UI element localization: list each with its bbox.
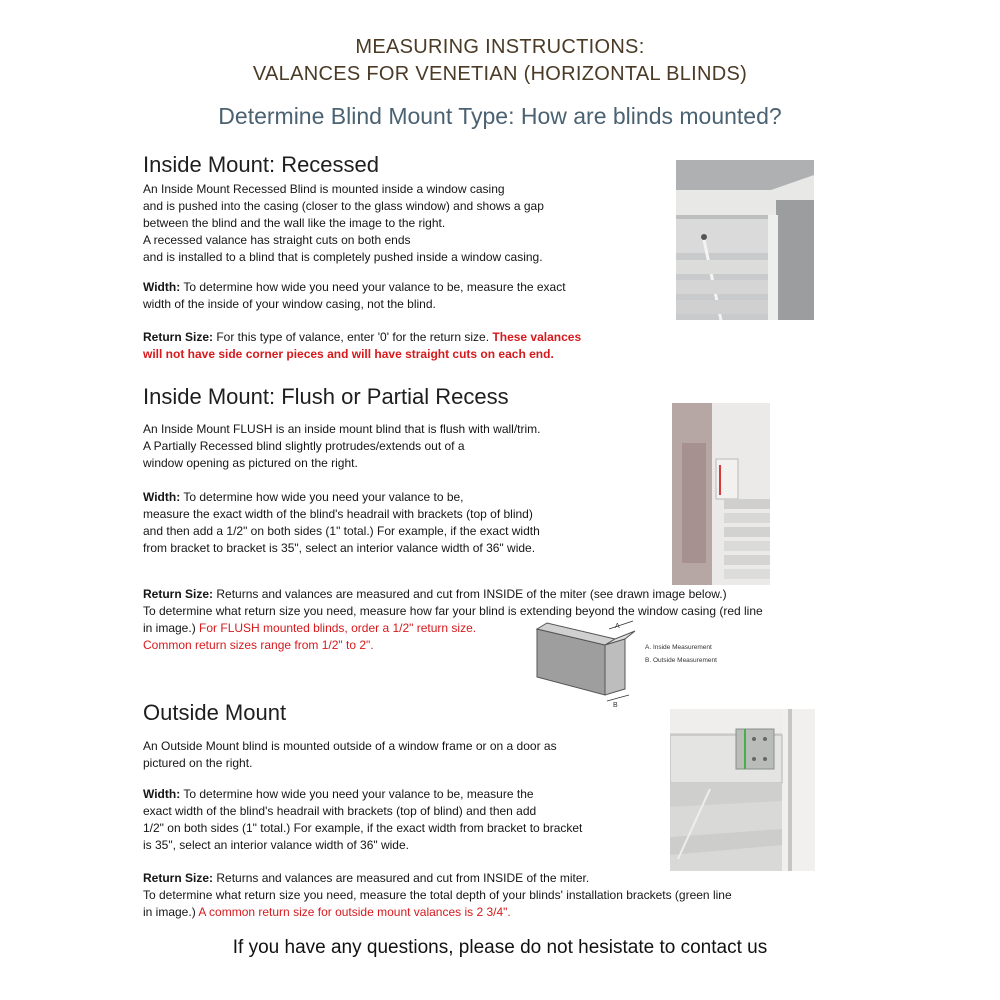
warning-text: For FLUSH mounted blinds, order a 1/2" return size. <box>199 621 477 635</box>
text-line: between the blind and the wall like the image to the right. <box>143 216 446 230</box>
text-line: For this type of valance, enter '0' for the return size. <box>213 330 493 344</box>
text-line: To determine how wide you need your valance to be, measure the exact <box>180 280 566 294</box>
contact-footer: If you have any questions, please do not hesistate to contact us <box>232 937 768 958</box>
section-heading-inside-flush: Inside Mount: Flush or Partial Recess <box>143 384 509 409</box>
width-label: Width: <box>143 490 181 504</box>
inside-recessed-return <box>143 329 581 363</box>
return-size-label: Return Size: <box>143 330 214 344</box>
text-line: Returns and valances are measured and cut from INSIDE of the miter (see drawn image below.) <box>213 587 727 601</box>
outside-width <box>143 786 582 854</box>
text-line: A Partially Recessed blind slightly protrudes/extends out of a <box>143 439 465 453</box>
text-line: Returns and valances are measured and cut from INSIDE of the miter. <box>213 871 590 885</box>
inside-flush-intro <box>143 421 541 472</box>
text-line: exact width of the blind's headrail with brackets (top of blind) and then add <box>143 804 537 818</box>
text-line: width of the inside of your window casing, not the blind. <box>143 297 436 311</box>
text-line: measure the exact width of the blind's headrail with brackets (top of blind) <box>143 507 533 521</box>
title-line-1: MEASURING INSTRUCTIONS: <box>355 36 645 58</box>
inside-recessed-width <box>143 279 566 313</box>
return-size-label: Return Size: <box>143 587 214 601</box>
outside-mount-illustration <box>670 709 815 871</box>
text-line: To determine what return size you need, measure how far your blind is extending beyond the window casing (red line <box>143 604 763 618</box>
text-line: 1/2" on both sides (1" total.) For example, if the exact width from bracket to bracket <box>143 821 583 835</box>
text-line: and is pushed into the casing (closer to the glass window) and shows a gap <box>143 199 544 213</box>
recessed-blind-photo <box>676 160 814 320</box>
inside-recessed-intro <box>143 181 544 266</box>
outside-mount-photo <box>670 709 815 871</box>
warning-text: These valances <box>492 330 582 344</box>
flush-blind-photo <box>672 403 770 585</box>
text-line: An Inside Mount Recessed Blind is mounted inside a window casing <box>143 182 505 196</box>
return-size-label: Return Size: <box>143 871 214 885</box>
text-line: is 35", select an interior valance width of 36" wide. <box>143 838 409 852</box>
text-line: in image.) <box>143 905 199 919</box>
diagram-letter-b: B <box>613 702 618 707</box>
page-subtitle: Determine Blind Mount Type: How are blinds mounted? <box>218 103 782 129</box>
text-line: pictured on the right. <box>143 756 253 770</box>
width-label: Width: <box>143 787 181 801</box>
flush-blind-illustration <box>672 403 770 585</box>
text-line: To determine what return size you need, measure the total depth of your blinds' installation brackets (green line <box>143 888 732 902</box>
outside-intro <box>143 738 557 772</box>
width-label: Width: <box>143 280 181 294</box>
recessed-blind-illustration <box>676 160 814 320</box>
warning-text: A common return size for outside mount valances is 2 3/4". <box>198 905 511 919</box>
text-line: and is installed to a blind that is completely pushed inside a window casing. <box>143 250 543 264</box>
section-heading-inside-recessed: Inside Mount: Recessed <box>143 152 380 177</box>
diagram-label-inside: A. Inside Measurement <box>645 644 712 651</box>
warning-text: will not have side corner pieces and will have straight cuts on each end. <box>143 347 554 361</box>
text-line: An Inside Mount FLUSH is an inside mount blind that is flush with wall/trim. <box>143 422 541 436</box>
text-line: from bracket to bracket is 35", select an interior valance width of 36" wide. <box>143 541 536 555</box>
inside-flush-width <box>143 489 540 557</box>
section-heading-outside: Outside Mount <box>143 700 287 725</box>
warning-text: Common return sizes range from 1/2" to 2". <box>143 638 374 652</box>
outside-return <box>143 870 732 921</box>
text-line: To determine how wide you need your valance to be, <box>180 490 464 504</box>
text-line: An Outside Mount blind is mounted outside of a window frame or on a door as <box>143 739 557 753</box>
title-line-2: VALANCES FOR VENETIAN (HORIZONTAL BLINDS) <box>252 63 748 85</box>
text-line: To determine how wide you need your valance to be, measure the <box>180 787 534 801</box>
text-line: in image.) <box>143 621 200 635</box>
diagram-label-outside: B. Outside Measurement <box>645 657 717 664</box>
text-line: A recessed valance has straight cuts on both ends <box>143 233 411 247</box>
text-line: and then add a 1/2" on both sides (1" total.) For example, if the exact width <box>143 524 540 538</box>
diagram-letter-a: A <box>615 623 620 630</box>
text-line: window opening as pictured on the right. <box>143 456 358 470</box>
